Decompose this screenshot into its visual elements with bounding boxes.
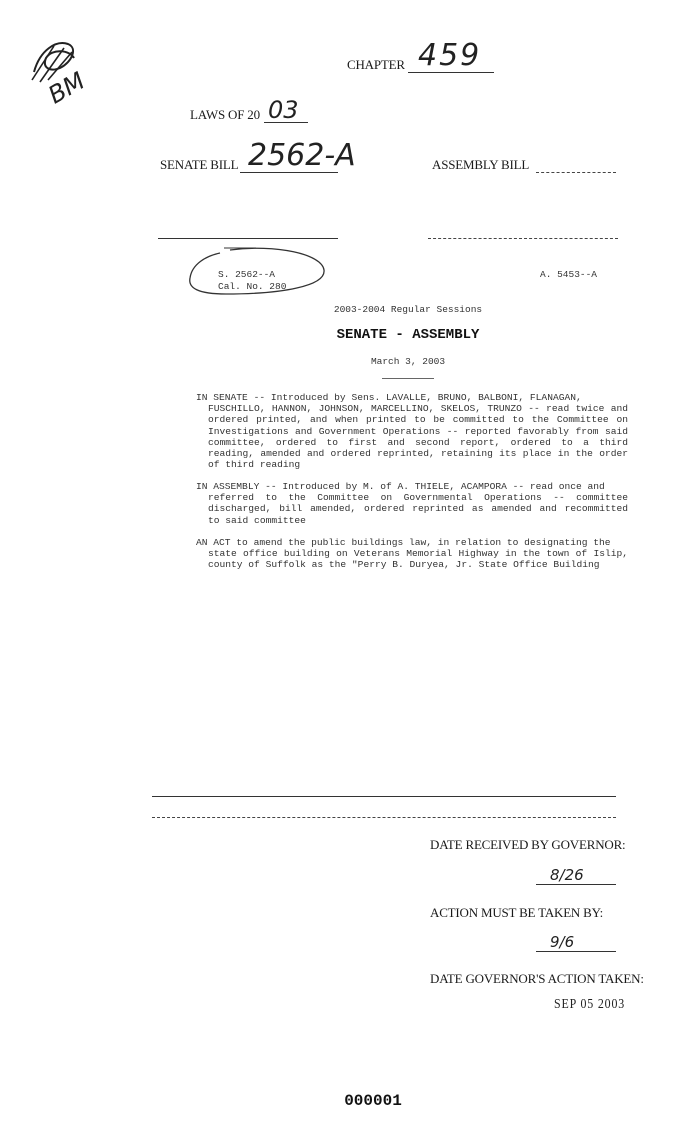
- bill-title: SENATE - ASSEMBLY: [336, 327, 480, 343]
- action-taken-stamp: SEP 05 2003: [554, 997, 626, 1012]
- senate-bill-number: 2562-A: [248, 138, 356, 173]
- chapter-number: 459: [418, 38, 482, 73]
- act-rest: state office building on Veterans Memorial Highway in the town of Islip, county of Suffolk as the "Perry B. Duryea, Jr. State Office Building: [208, 548, 628, 571]
- laws-label: LAWS OF 20: [190, 107, 260, 122]
- action-deadline-label: ACTION MUST BE TAKEN BY:: [430, 905, 604, 920]
- signature-line-left: [158, 238, 338, 239]
- laws-year: 03: [268, 96, 299, 124]
- action-deadline-value: 9/6: [550, 933, 575, 951]
- separator-line-2: [152, 817, 616, 818]
- date-rule: [382, 378, 434, 379]
- signature-line-right: [428, 238, 618, 239]
- bill-date: March 3, 2003: [370, 356, 446, 367]
- date-received-value: 8/26: [550, 866, 584, 884]
- assembly-print-number: A. 5453--A: [540, 269, 598, 280]
- action-deadline-underline: [536, 951, 616, 952]
- assembly-intro-rest: referred to the Committee on Governmental Operations -- committee discharged, bill amended, ordered reprinted as amended and recommitted to said committee: [208, 492, 628, 526]
- assembly-introduction: [196, 481, 628, 526]
- session-line: 2003-2004 Regular Sessions: [333, 304, 483, 315]
- senate-introduction: [196, 392, 628, 470]
- action-taken-label: DATE GOVERNOR'S ACTION TAKEN:: [430, 971, 644, 986]
- margin-initials: BM: [43, 66, 90, 110]
- assembly-bill-underline: [536, 172, 616, 173]
- page-number: 000001: [344, 1092, 402, 1110]
- act-lead: AN ACT to amend the public buildings law, in relation to designating the: [196, 537, 611, 548]
- chapter-label: CHAPTER: [347, 57, 405, 72]
- senate-print-number: S. 2562--A: [218, 269, 276, 280]
- senate-intro-rest: FUSCHILLO, HANNON, JOHNSON, MARCELLINO, SKELOS, TRUNZO -- read twice and ordered printed, and when printed to be committed to the Committee on Investigations and Government Operations -- reported favorably from said committee, ordered to first and second report, ordered to a third reading, amended and ordered reprinted, retaining its place in the order of third reading: [208, 403, 628, 471]
- separator-line-1: [152, 796, 616, 797]
- calendar-number: Cal. No. 280: [218, 281, 287, 292]
- senate-bill-label: SENATE BILL: [160, 157, 239, 172]
- act-description: [196, 537, 628, 571]
- assembly-intro-lead: IN ASSEMBLY -- Introduced by M. of A. THIELE, ACAMPORA -- read once and: [196, 481, 605, 492]
- date-received-label: DATE RECEIVED BY GOVERNOR:: [430, 837, 626, 852]
- assembly-bill-label: ASSEMBLY BILL: [432, 157, 530, 172]
- senate-intro-lead: IN SENATE -- Introduced by Sens. LAVALLE, BRUNO, BALBONI, FLANAGAN,: [196, 392, 582, 403]
- date-received-underline: [536, 884, 616, 885]
